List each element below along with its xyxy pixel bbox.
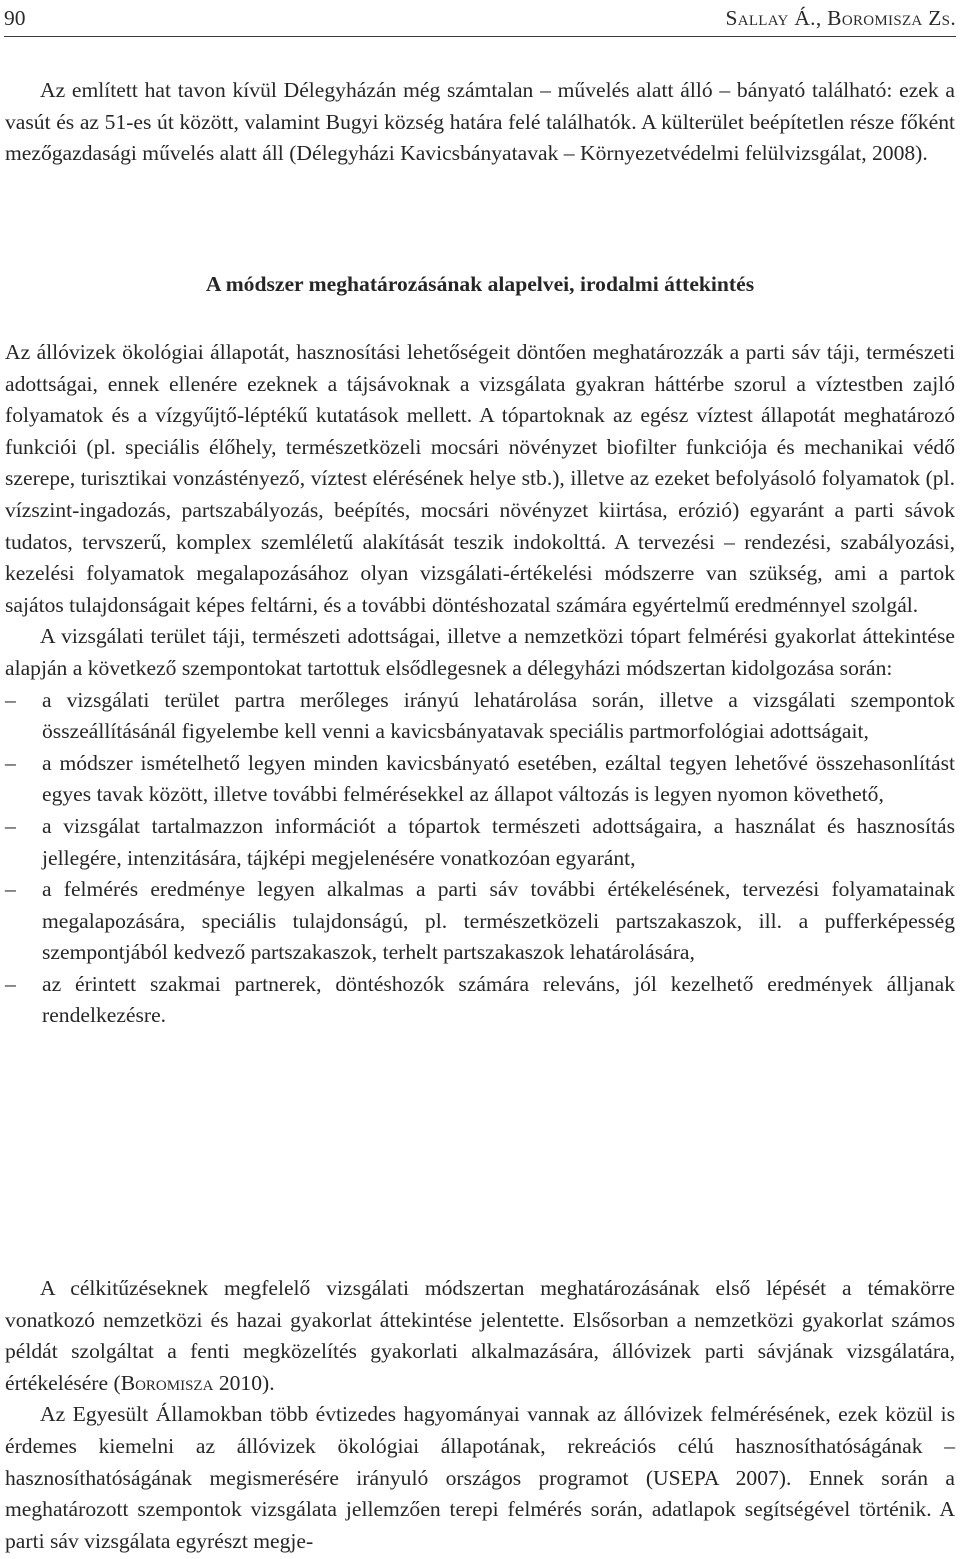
page-number: 90: [4, 6, 26, 30]
intro-section: [5, 75, 955, 170]
criteria-list-item: [5, 685, 955, 748]
citation-author: Boromisza: [120, 1370, 214, 1395]
dash-bullet: –: [5, 750, 16, 775]
criteria-item-text: a módszer ismételhető legyen minden kavicsbányató esetében, ezáltal tegyen lehetővé összehasonlítást egyes tavak között, illetve további felmérésekkel az állapot változás is legyen nyomon követhető,: [42, 750, 955, 807]
criteria-list-item: [5, 874, 955, 969]
criteria-list-item: [5, 811, 955, 874]
closing-paragraph-1: [5, 1273, 955, 1399]
dash-bullet: –: [5, 813, 16, 838]
page-header: [4, 2, 956, 37]
closing-paragraph-2: Az Egyesült Államokban több évtizedes hagyományai vannak az állóvizek felmérésének, ezek közül is érdemes kiemelni az állóvizek ökológiai állapotának, rekreációs célú hasznosíthatóságának – hasznosíthatóságának megismerésére irányuló országos programot (USEPA 2007). Ennek során a meghatározott szempontok vizsgálata jellemzően terepi felmérés során, adatlapok segítségével történik. A parti sáv vizsgálata egyrészt megje-: [5, 1402, 955, 1553]
criteria-list: [5, 685, 955, 1033]
section-body: [5, 337, 955, 1032]
criteria-item-text: a vizsgálat tartalmazzon információt a tópartok természeti adottságaira, a használat és hasznosítás jellegére, intenzitására, tájképi megjelenésére vonatkozóan egyaránt,: [42, 813, 955, 870]
closing-paragraph-1-text: A célkitűzéseknek megfelelő vizsgálati módszertan meghatározásának első lépését a témakörre vonatkozó nemzetközi és hazai gyakorlat áttekintése jelentette. Elsősorban a nemzetközi gyakorlat számos példát szolgáltat a fenti megközelítés gyakorlati alkalmazására, állóvizek parti sávjának vizsgálatára, értékelésére (: [5, 1276, 955, 1395]
intro-paragraph: Az említett hat tavon kívül Délegyházán még számtalan – művelés alatt álló – bányató található: ezek a vasút és az 51-es út között, valamint Bugyi község határa felé találhatók. A külterület beépítetlen része főként mezőgazdasági művelés alatt áll (Délegyházi Kavicsbányatavak – Környezetvédelmi felülvizsgálat, 2008).: [5, 78, 955, 166]
criteria-item-text: az érintett szakmai partnerek, döntéshozók számára releváns, jól kezelhető eredmények álljanak rendelkezésre.: [42, 971, 955, 1028]
dash-bullet: –: [5, 877, 16, 902]
body-paragraph-1: Az állóvizek ökológiai állapotát, hasznosítási lehetőségeit döntően meghatározzák a parti sáv táji, természeti adottságai, ennek ellenére ezeknek a tájsávoknak a vizsgálata gyakran háttérbe szorul a víztestben zajló folyamatok és a vízgyűjtő-léptékű kutatások mellett. A tópartoknak az egész víztest állapotát meghatározó funkciói (pl. speciális élőhely, természetközeli mocsári növényzet biofilter funkciója és mechanikai védő szerepe, turisztikai vonzástényező, víztest elérésének helye stb.), illetve az ezeket befolyásoló folyamatok (pl. vízszint-ingadozás, partszabályozás, beépítés, mocsári növényzet kiirtása, erózió) egyaránt a parti sávok tudatos, tervszerű, komplex szemléletű alakítását teszik indokolttá. A tervezési – rendezési, szabályozási, kezelési folyamatok megalapozásához olyan vizsgálati-értékelési módszerre van szükség, ami a partok sajátos tulajdonságait képes feltárni, és a további döntéshozatal számára egyértelmű eredménnyel szolgál.: [5, 340, 955, 617]
body-paragraph-2: A vizsgálati terület táji, természeti adottságai, illetve a nemzetközi tópart felmérési gyakorlat áttekintése alapján a következő szempontokat tartottuk elsődlegesnek a délegyházi módszertan kidolgozása során:: [5, 624, 955, 680]
dash-bullet: –: [5, 971, 16, 996]
dash-bullet: –: [5, 687, 16, 712]
citation-year: 2010).: [213, 1370, 275, 1395]
running-head-authors: Sallay Á., Boromisza Zs.: [725, 6, 956, 30]
closing-section: [5, 1273, 955, 1557]
criteria-list-item: [5, 748, 955, 811]
criteria-item-text: a vizsgálati terület partra merőleges irányú lehatárolása során, illetve a vizsgálati szempontok összeállításánál figyelembe kell venni a kavicsbányatavak speciális partmorfológiai adottságait,: [42, 687, 955, 744]
section-heading: A módszer meghatározásának alapelvei, irodalmi áttekintés: [205, 272, 755, 296]
criteria-item-text: a felmérés eredménye legyen alkalmas a parti sáv további értékelésének, tervezési folyamatainak megalapozására, speciális tulajdonságú, pl. természetközeli partszakaszok, ill. a pufferképesség szempontjából kedvező partszakaszok, terhelt partszakaszok lehatárolására,: [42, 877, 955, 965]
criteria-list-item: [5, 969, 955, 1032]
